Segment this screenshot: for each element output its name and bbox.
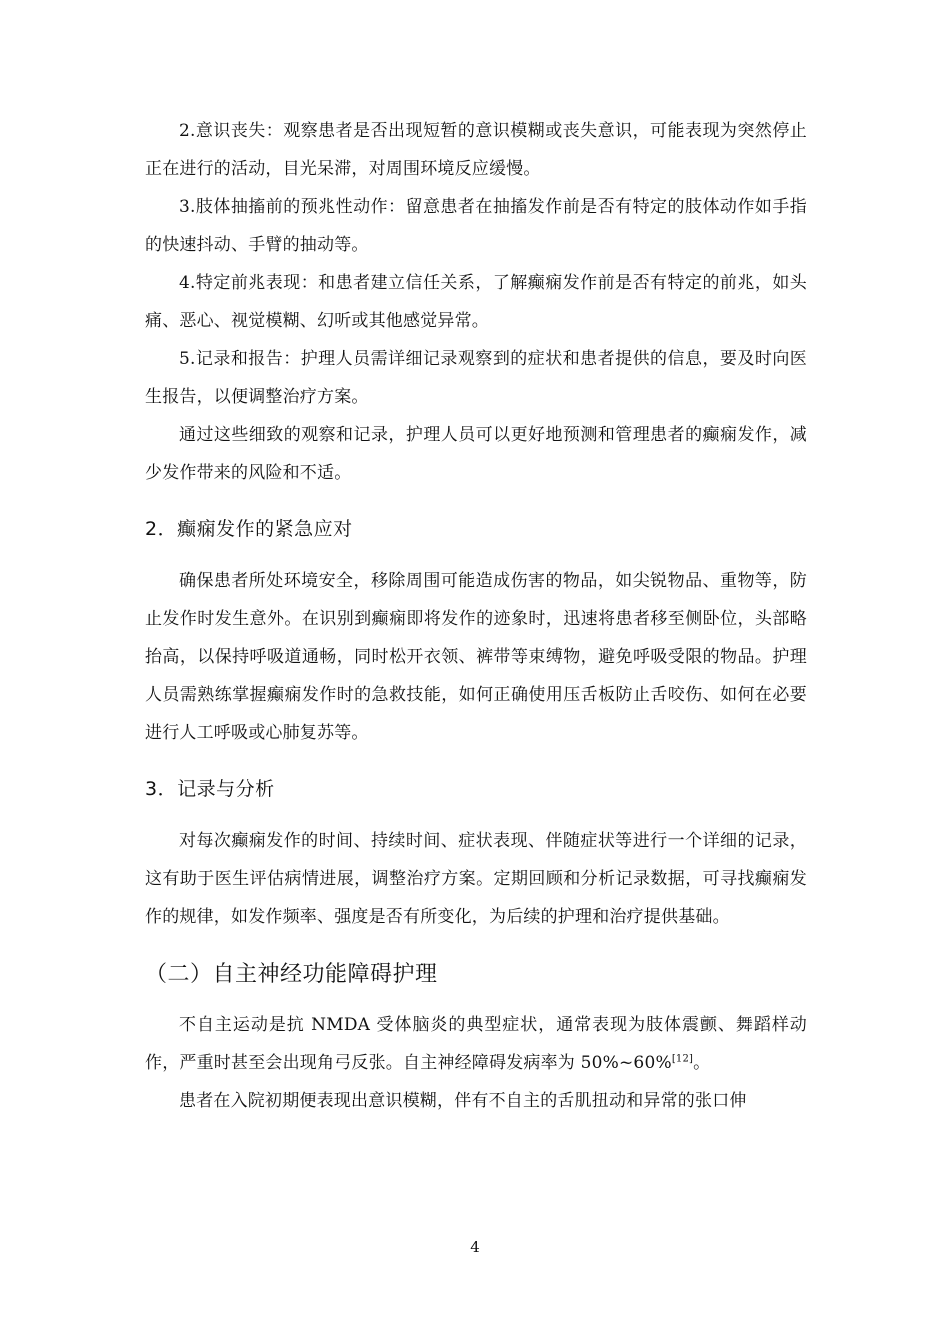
heading-emergency-response: 2．癫痫发作的紧急应对 — [145, 518, 353, 540]
citation-ref: [12] — [671, 1053, 694, 1065]
list-item-record-report: 5.记录和报告：护理人员需详细记录观察到的症状和患者提供的信息，要及时向医生报告，以便调整治疗方案。 — [145, 349, 807, 407]
emergency-response-text: 确保患者所处环境安全，移除周围可能造成伤害的物品，如尖锐物品、重物等，防止发作时发生意外。在识别到癫痫即将发作的迹象时，迅速将患者移至侧卧位，头部略抬高，以保持呼吸道通畅，同时松开衣领、裤带等束缚物，避免呼吸受限的物品。护理人员需熟练掌握癫痫发作时的急救技能，如何正确使用压舌板防止舌咬伤、如何在必要进行人工呼吸或心肺复苏等。 — [145, 571, 807, 743]
record-analysis-text: 对每次癫痫发作的时间、持续时间、症状表现、伴随症状等进行一个详细的记录，这有助于医生评估病情进展，调整治疗方案。定期回顾和分析记录数据，可寻找癫痫发作的规律，如发作频率、强度是否有所变化，为后续的护理和治疗提供基础。 — [145, 831, 807, 927]
list-item-specific-aura: 4.特定前兆表现：和患者建立信任关系，了解癫痫发作前是否有特定的前兆，如头痛、恶心、视觉模糊、幻听或其他感觉异常。 — [145, 273, 807, 331]
list-item-limb-prodrome: 3.肢体抽搐前的预兆性动作：留意患者在抽搐发作前是否有特定的肢体动作如手指的快速抖动、手臂的抽动等。 — [145, 197, 807, 255]
involuntary-movement-body: 不自主运动是抗 NMDA 受体脑炎的典型症状，通常表现为肢体震颤、舞蹈样动作，严重时甚至会出现角弓反张。自主神经障碍发病率为 50%~60% — [145, 1015, 807, 1073]
heading-autonomic-dysfunction-care: （二）自主神经功能障碍护理 — [145, 962, 438, 987]
heading-record-analysis: 3．记录与分析 — [145, 778, 275, 800]
observation-summary: 通过这些细致的观察和记录，护理人员可以更好地预测和管理患者的癫痫发作，减少发作带来的风险和不适。 — [145, 425, 807, 483]
patient-presentation-text: 患者在入院初期便表现出意识模糊，伴有不自主的舌肌扭动和异常的张口伸 — [179, 1091, 747, 1111]
page-number: 4 — [470, 1238, 480, 1256]
list-item-consciousness-loss: 2.意识丧失：观察患者是否出现短暂的意识模糊或丧失意识，可能表现为突然停止正在进行的活动，目光呆滞，对周围环境反应缓慢。 — [145, 121, 807, 179]
sentence-end: 。 — [693, 1053, 711, 1073]
page-body — [145, 112, 807, 1120]
involuntary-movement-text — [145, 1006, 807, 1082]
